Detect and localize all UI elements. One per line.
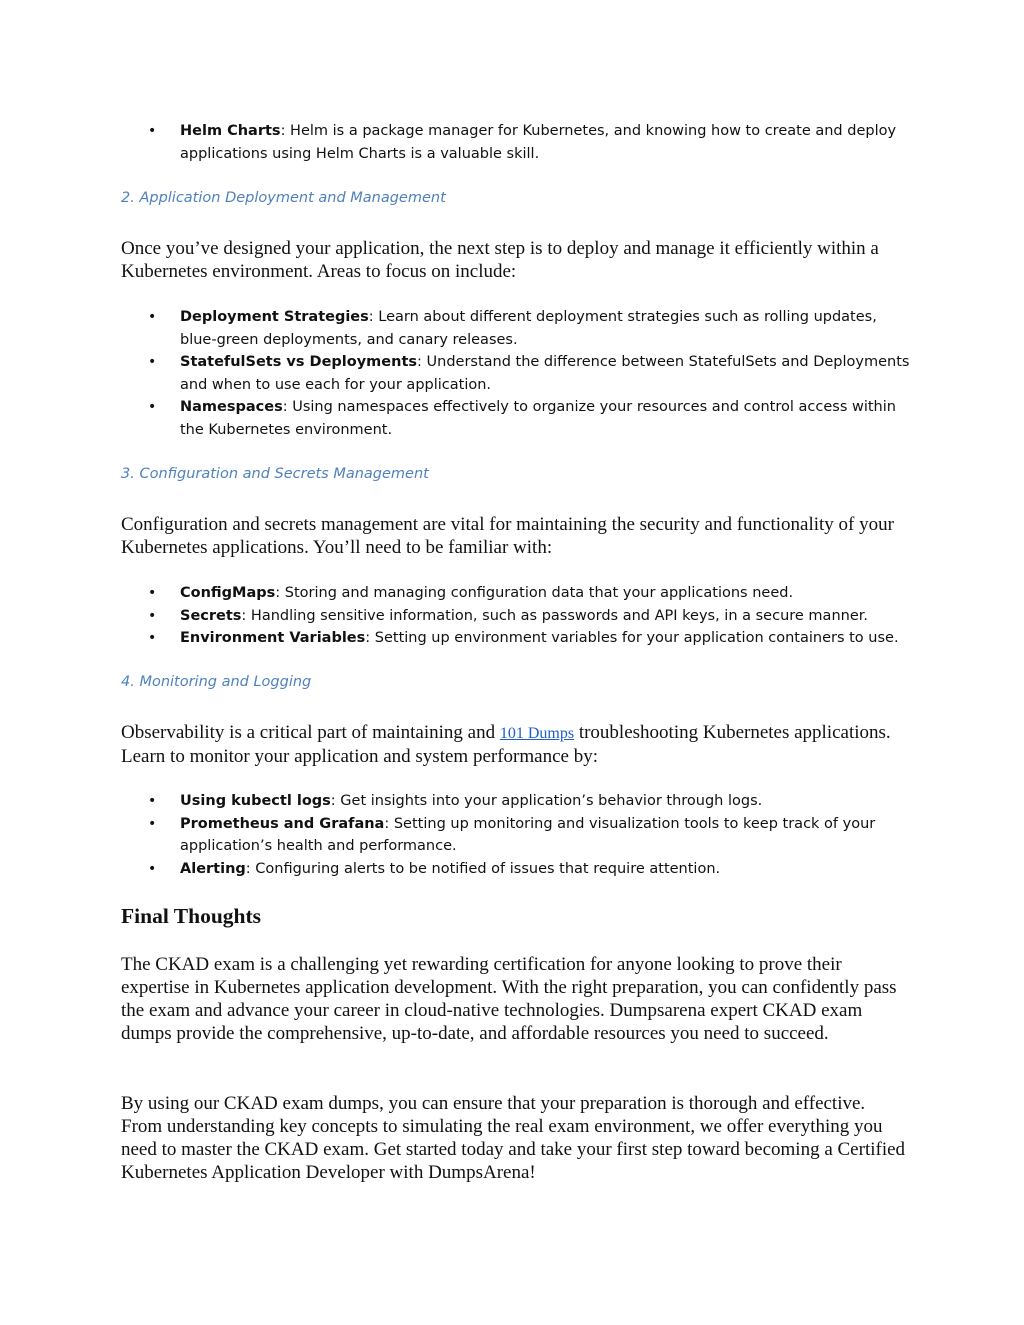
section-heading: 4. Monitoring and Logging xyxy=(121,674,312,690)
list-item xyxy=(120,790,910,813)
list-item-term: Deployment Strategies xyxy=(180,309,369,325)
section-heading: 3. Configuration and Secrets Management xyxy=(121,466,429,482)
intro-text-after: troubleshooting Kubernetes applications. Learn to monitor your application and system performance by: xyxy=(121,722,891,767)
list-item-term: Prometheus and Grafana xyxy=(180,815,385,832)
final-paragraph-1: The CKAD exam is a challenging yet rewarding certification for anyone looking to prove their expertise in Kubernetes application development. With the right preparation, you can confidently pass the exam and advance your career in cloud-native technologies. Dumpsarena expert CKAD exam dumps provide the comprehensive, up-to-date, and affordable resources you need to succeed. xyxy=(121,954,897,1044)
section-intro: Configuration and secrets management are vital for maintaining the security and functionality of your Kubernetes applications. You’ll need to be familiar with: xyxy=(121,514,894,558)
final-heading: Final Thoughts xyxy=(121,904,262,928)
bullet-icon: • xyxy=(148,399,157,415)
list-item-term: Using kubectl logs xyxy=(180,793,331,809)
bullet-icon: • xyxy=(148,309,157,325)
bullet-icon: • xyxy=(148,585,157,601)
list-item xyxy=(120,858,910,881)
list-item-text: : Using namespaces effectively to organize your resources and control access within the Kubernetes environment. xyxy=(180,399,896,438)
list-item-text: : Setting up environment variables for your application containers to use. xyxy=(365,630,899,646)
list-item xyxy=(120,813,910,858)
list-item-text: : Configuring alerts to be notified of issues that require attention. xyxy=(245,860,721,877)
list-item-term: Alerting xyxy=(180,860,246,877)
bullet-icon: • xyxy=(148,860,157,877)
list-item xyxy=(120,605,910,628)
list-item xyxy=(120,396,910,441)
bullet-icon: • xyxy=(148,793,157,809)
list-item-term: Environment Variables xyxy=(180,630,366,646)
list-item-term: ConfigMaps xyxy=(180,585,276,601)
list-item-text: : Helm is a package manager for Kubernetes, and knowing how to create and deploy applications using Helm Charts is a valuable skill. xyxy=(180,123,897,162)
helm-list xyxy=(120,120,910,165)
list-item-term: StatefulSets vs Deployments xyxy=(180,354,418,370)
list-item-text: : Storing and managing configuration data that your applications need. xyxy=(275,585,794,601)
list-item-term: Namespaces xyxy=(180,399,283,415)
section-intro: Once you’ve designed your application, the next step is to deploy and manage it efficiently within a Kubernetes environment. Areas to focus on include: xyxy=(121,238,879,282)
list-item-text: : Learn about different deployment strategies such as rolling updates, blue-green deployments, and canary releases. xyxy=(180,309,877,348)
list-item xyxy=(120,582,910,605)
list-item xyxy=(120,306,910,351)
bullet-icon: • xyxy=(148,607,157,624)
section-intro xyxy=(121,721,911,768)
list-item-text: : Understand the difference between StatefulSets and Deployments and when to use each for your application. xyxy=(180,354,910,393)
bullet-icon: • xyxy=(148,630,157,646)
bullet-icon: • xyxy=(148,354,157,370)
section-heading: 2. Application Deployment and Management xyxy=(121,190,446,206)
final-paragraph-2: By using our CKAD exam dumps, you can ensure that your preparation is thorough and effective. From understanding key concepts to simulating the real exam environment, we offer everything you need to master the CKAD exam. Get started today and take your first step toward becoming a Certified Kubernetes Application Developer with DumpsArena! xyxy=(121,1093,906,1183)
section4-list xyxy=(120,790,910,880)
section3-list xyxy=(120,582,910,650)
list-item-term: Secrets xyxy=(180,607,242,624)
list-item-term: Helm Charts xyxy=(180,123,281,139)
section2-list xyxy=(120,306,910,441)
bullet-icon: • xyxy=(148,123,157,139)
list-item xyxy=(120,120,910,165)
bullet-icon: • xyxy=(148,815,157,832)
list-item-text: : Get insights into your application’s behavior through logs. xyxy=(330,793,763,809)
dumps-link[interactable]: 101 Dumps xyxy=(499,725,575,742)
intro-text-before: Observability is a critical part of maintaining and xyxy=(121,722,500,743)
list-item-text: : Setting up monitoring and visualization tools to keep track of your application’s health and performance. xyxy=(180,815,876,854)
list-item xyxy=(120,351,910,396)
list-item xyxy=(120,627,910,650)
list-item-text: : Handling sensitive information, such as passwords and API keys, in a secure manner. xyxy=(241,607,868,624)
